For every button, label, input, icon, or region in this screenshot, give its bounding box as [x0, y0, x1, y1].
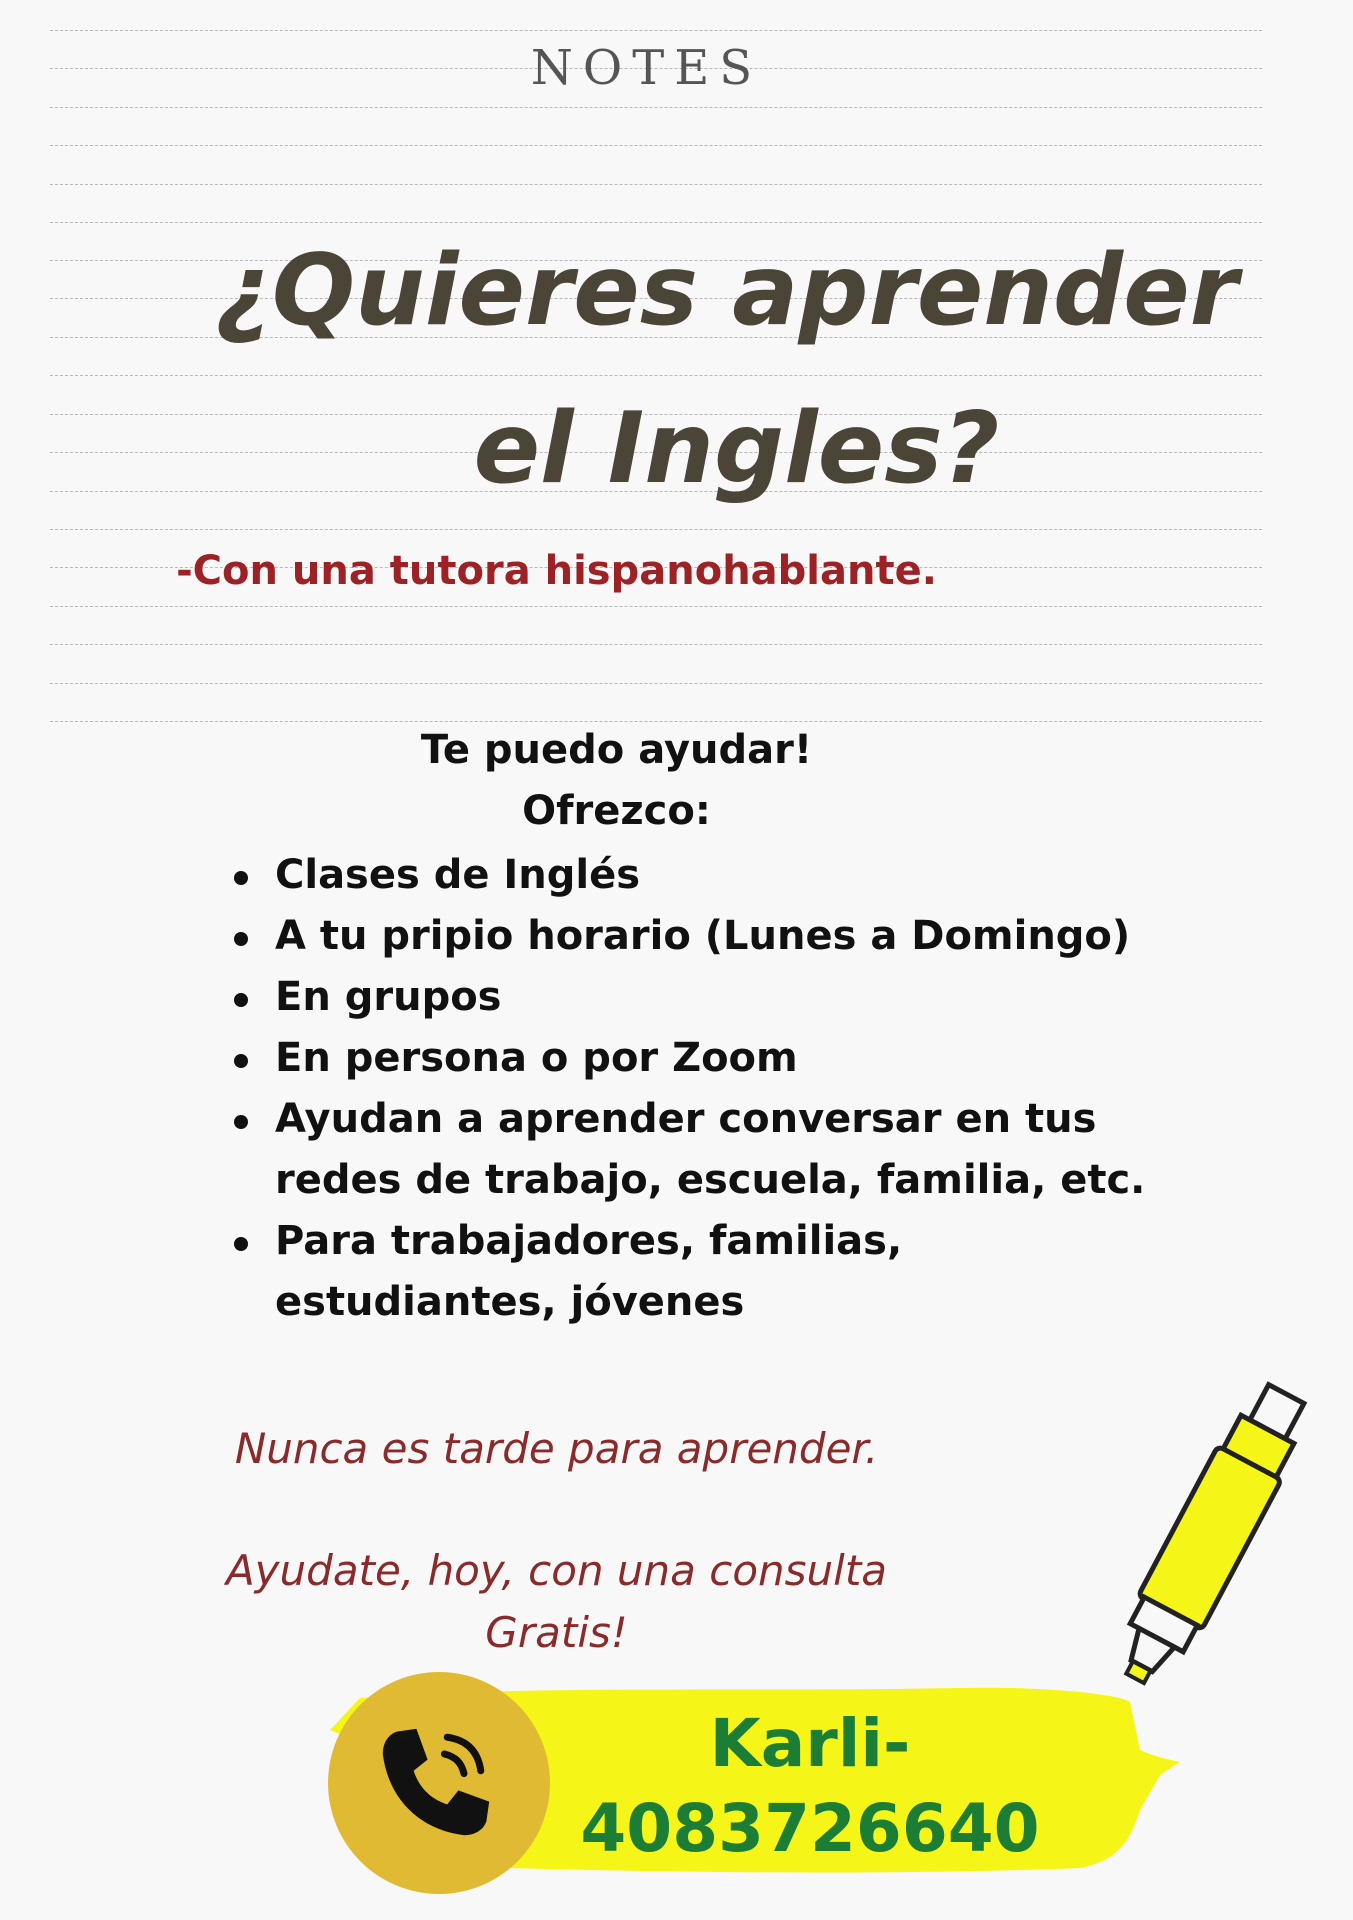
- phone-badge: [328, 1672, 550, 1894]
- list-item: Clases de Inglés: [230, 845, 1170, 906]
- ruled-line: [50, 145, 1262, 146]
- highlighter-pen-icon: [1110, 1370, 1330, 1710]
- ruled-line: [50, 721, 1262, 722]
- ruled-line: [50, 107, 1262, 108]
- ruled-line: [50, 683, 1262, 684]
- contact-phone[interactable]: 4083726640: [580, 1790, 1040, 1867]
- offer-list: [230, 845, 1170, 1333]
- list-item: Para trabajadores, familias, estudiantes, jóvenes: [230, 1211, 1170, 1333]
- notebook-lines: [50, 0, 1262, 730]
- phone-icon: [366, 1712, 506, 1852]
- ruled-line: [50, 30, 1262, 31]
- list-item: En grupos: [230, 967, 1170, 1028]
- motto-line-3: Gratis!: [485, 1608, 628, 1657]
- list-item: A tu pripio horario (Lunes a Domingo): [230, 906, 1170, 967]
- contact-name: Karli-: [709, 1705, 911, 1782]
- offer-heading: Te puedo ayudar!: [420, 727, 813, 773]
- headline-line-1: ¿Quieres aprender: [214, 234, 1239, 348]
- ruled-line: [50, 606, 1262, 607]
- ruled-line: [50, 375, 1262, 376]
- notes-title: NOTES: [530, 40, 763, 96]
- ruled-line: [50, 644, 1262, 645]
- headline-line-2: el Ingles?: [473, 392, 1000, 506]
- ruled-line: [50, 222, 1262, 223]
- offer-subheading: Ofrezco:: [522, 788, 711, 834]
- motto-line-1: Nunca es tarde para aprender.: [234, 1424, 879, 1473]
- list-item: Ayudan a aprender conversar en tus redes de trabajo, escuela, familia, etc.: [230, 1089, 1170, 1211]
- ruled-line: [50, 184, 1262, 185]
- ruled-line: [50, 529, 1262, 530]
- subtitle: -Con una tutora hispanohablante.: [176, 548, 937, 594]
- list-item: En persona o por Zoom: [230, 1028, 1170, 1089]
- motto-line-2: Ayudate, hoy, con una consulta: [225, 1546, 888, 1595]
